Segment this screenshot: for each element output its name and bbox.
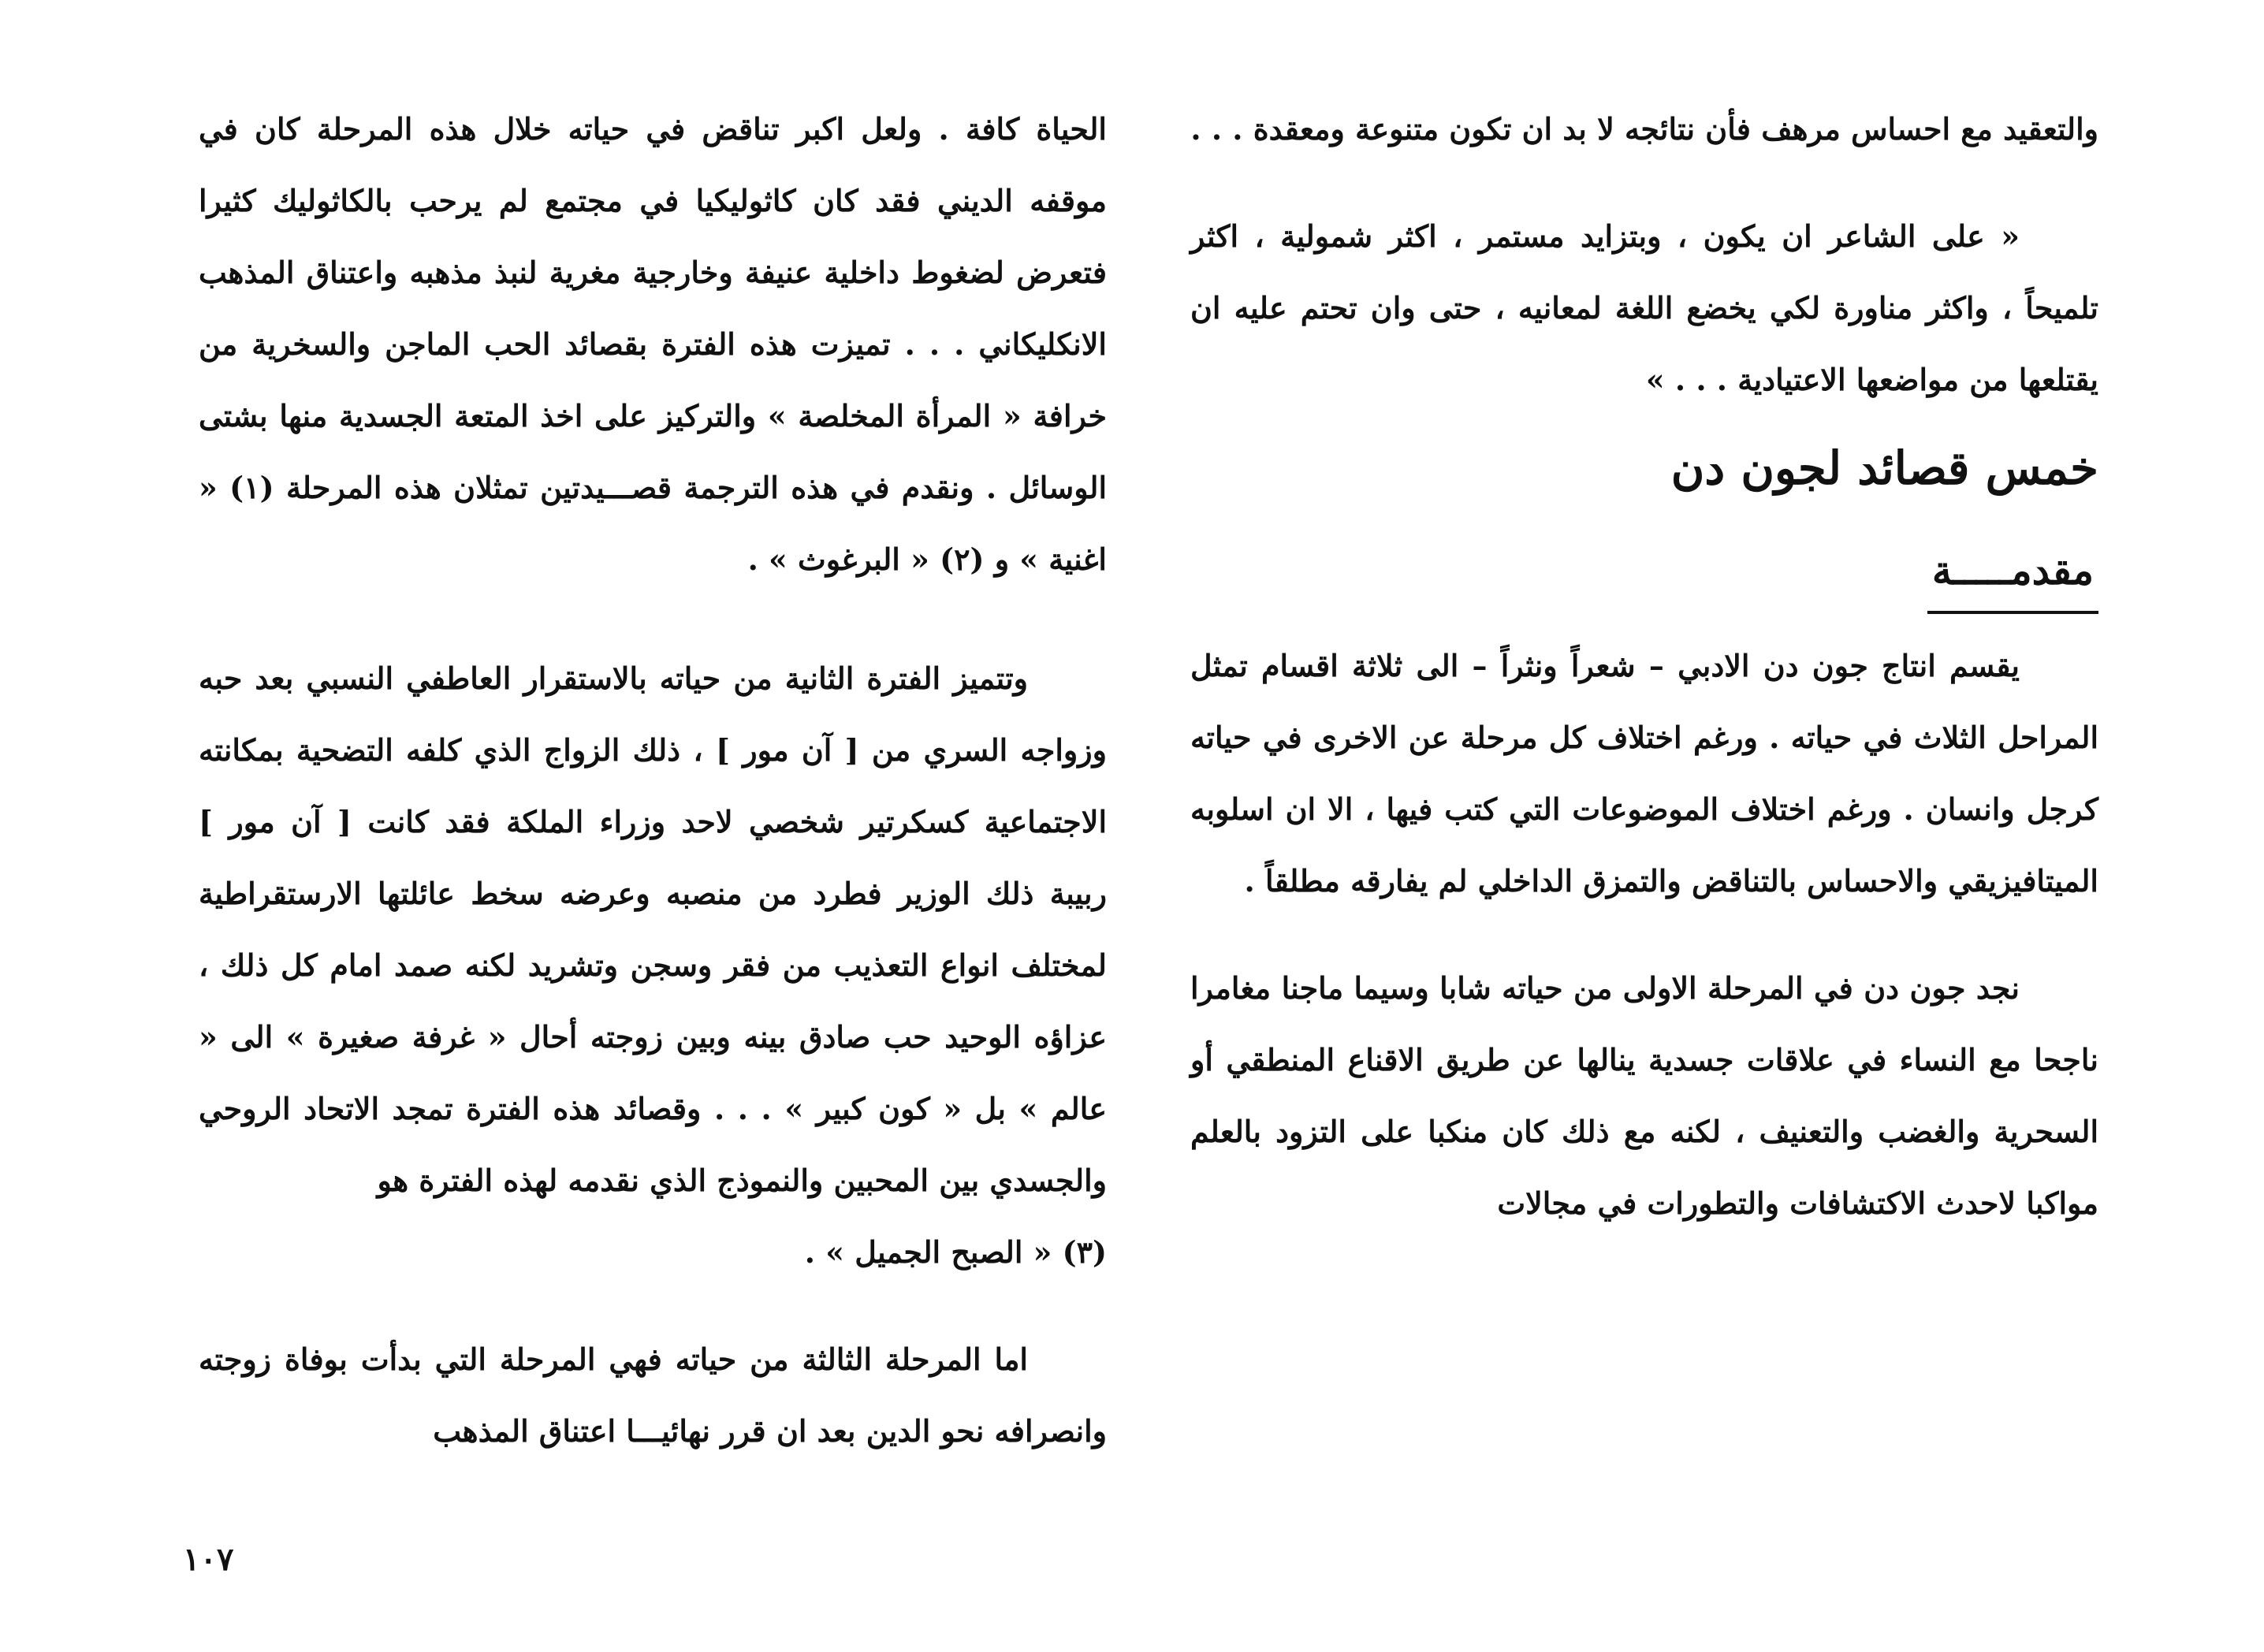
body-paragraph-end: (٣) « الصبح الجميل » .: [804, 1234, 1107, 1270]
section-heading: مقدمـــــة: [1927, 535, 2098, 614]
body-paragraph: اما المرحلة الثالثة من حياته فهي المرحلة التي بدأت بوفاة زوجته وانصرافه نحو الدين بعد ان قرر نهائيـــا اعتناق المذهب: [199, 1341, 1107, 1449]
page-number: ١٠٧: [183, 1541, 234, 1578]
body-paragraph: الحياة كافة . ولعل اكبر تناقض في حياته خلال هذه المرحلة كان في موقفه الديني فقد كان كاثوليكيا في مجتمع لم يرحب بالكاثوليك كثيرا فتعرض لضغوط داخلية عنيفة وخارجية مغرية لنبذ مذهبه واعتناق المذهب الانكليكاني . . . تميزت هذه الفترة بقصائد الحب الماجن والسخرية من خرافة « المرأة المخلصة » والتركيز على اخذ المتعة الجسدية منها بشتى الوسائل . ونقدم في هذه الترجمة قصـــيدتين تمثلان هذه المرحلة (١) « اغنية » و (٢) « البرغوث » .: [199, 111, 1107, 577]
right-column: [1190, 93, 2098, 1239]
left-column: [199, 93, 1107, 1467]
body-paragraph: وتتميز الفترة الثانية من حياته بالاستقرار العاطفي النسبي بعد حبه وزواجه السري من [ آن مور ] ، ذلك الزواج الذي كلفه التضحية بمكانته الاجتماعية كسكرتير شخصي لاحد وزراء الملكة فقد كانت [ آن مور ] ربيبة ذلك الوزير فطرد من منصبه وعرضه سخط عائلتها الارستقراطية لمختلف انواع التعذيب من فقر وسجن وتشريد لكنه صمد امام كل ذلك ، عزاؤه الوحيد حب صادق بينه وبين زوجته أحال « غرفة صغيرة » الى « عالم » بل « كون كبير » . . . وقصائد هذه الفترة تمجد الاتحاد الروحي والجسدي بين المحبين والنموذج الذي نقدمه لهذه الفترة هو: [199, 660, 1107, 1198]
poet-quote: « على الشاعر ان يكون ، وبتزايد مستمر ، اكثر شمولية ، اكثر تلميحاً ، واكثر مناورة لكي يخضع اللغة لمعانيه ، حتى وان تحتم عليه ان يقتلعها من مواضعها الاعتيادية . . . »: [1190, 218, 2098, 397]
intro-paragraph: والتعقيد مع احساس مرهف فأن نتائجه لا بد ان تكون متنوعة ومعقدة . . .: [1190, 111, 2098, 147]
body-paragraph: نجد جون دن في المرحلة الاولى من حياته شابا وسيما ماجنا مغامرا ناجحا مع النساء في علاقات جسدية ينالها عن طريق الاقناع المنطقي أو السحرية والغضب والتعنيف ، لكنه مع ذلك كان منكبا على التزود بالعلم مواكبا لاحدث الاكتشافات والتطورات في مجالات: [1190, 970, 2098, 1221]
article-title: خمس قصائد لجون دن: [1670, 441, 2098, 495]
body-paragraph: يقسم انتاج جون دن الادبي – شعراً ونثراً – الى ثلاثة اقسام تمثل المراحل الثلاث في حياته . ورغم اختلاف كل مرحلة عن الاخرى في حياته كرجل وانسان . ورغم اختلاف الموضوعات التي كتب فيها ، الا ان اسلوبه الميتافيزيقي والاحساس بالتناقض والتمزق الداخلي لم يفارقه مطلقاً .: [1190, 648, 2098, 899]
section-heading-wrap: [1190, 512, 2098, 630]
